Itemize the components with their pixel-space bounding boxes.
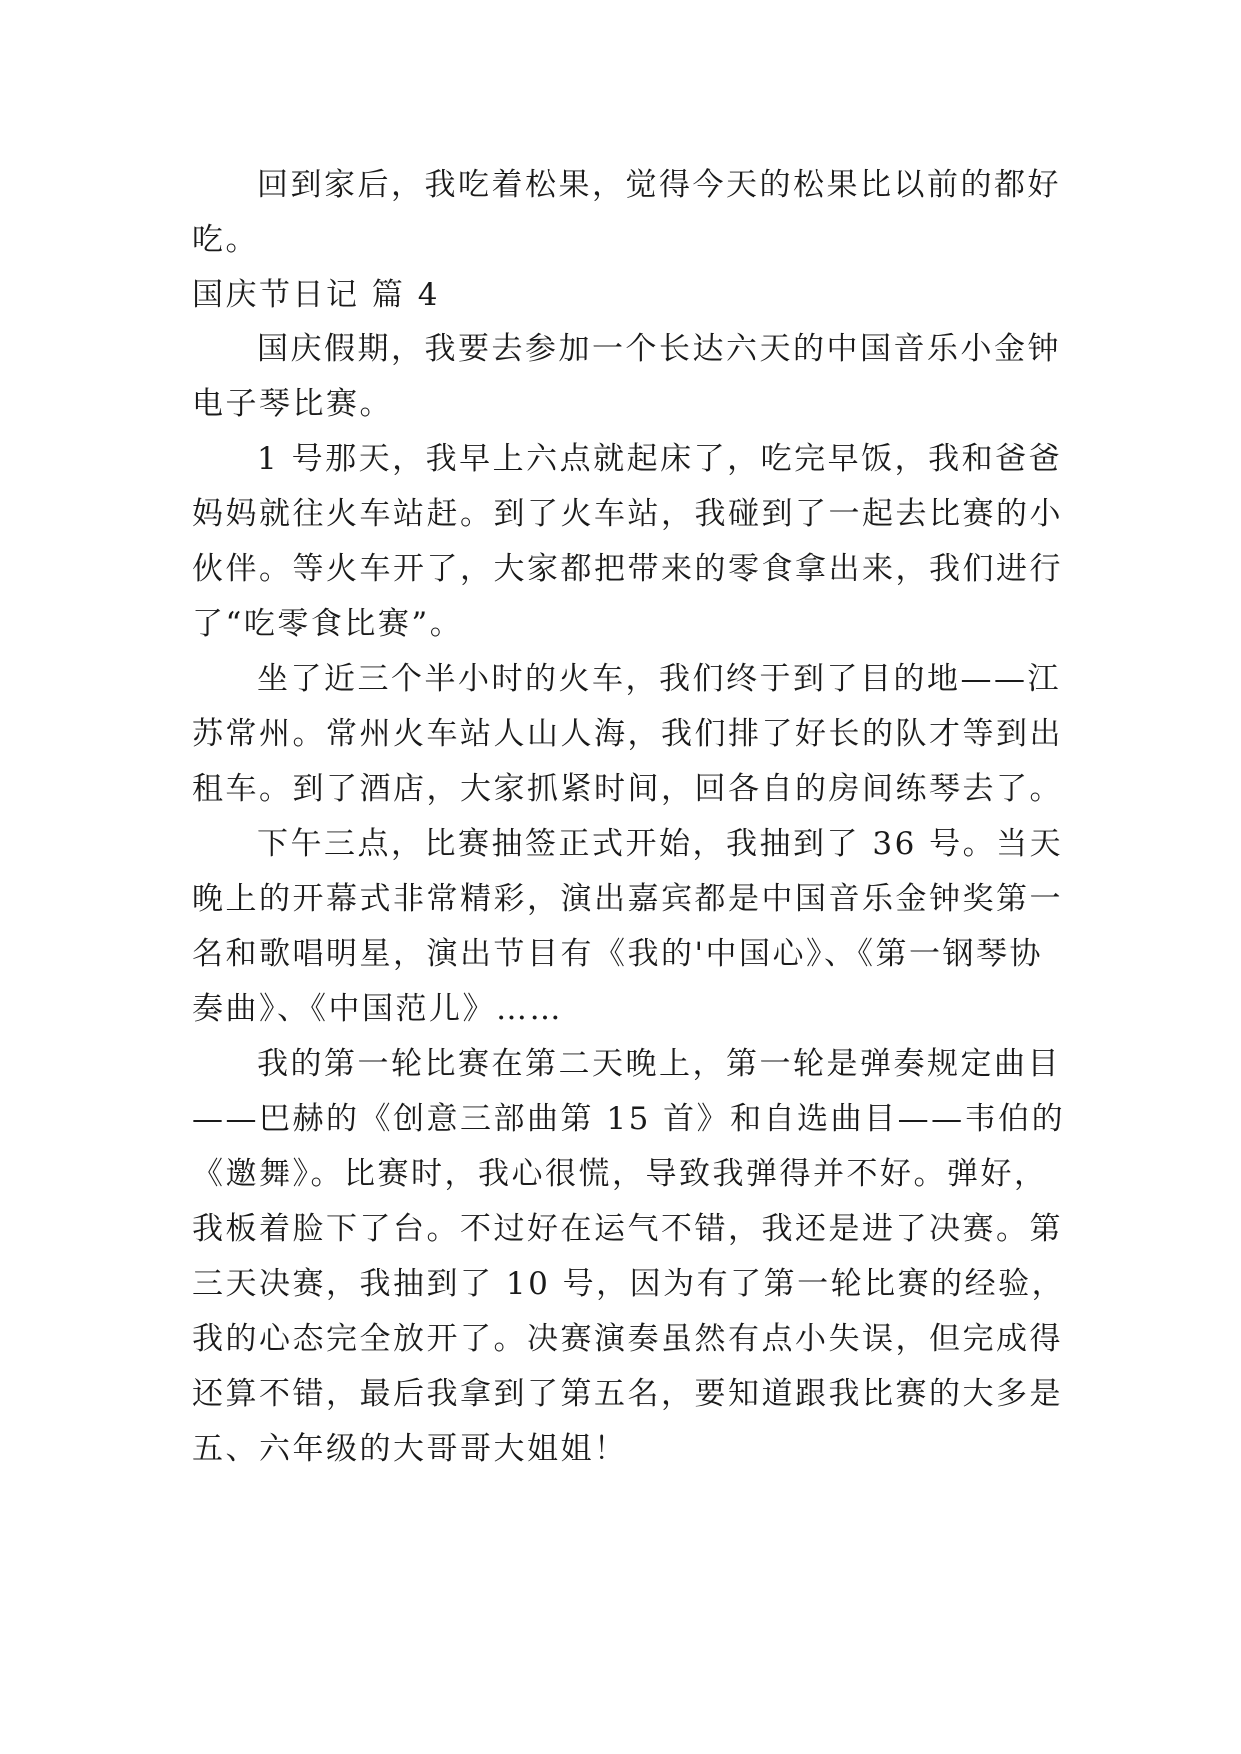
paragraph-line: ——巴赫的《创意三部曲第 15 首》和自选曲目——韦伯的 — [192, 1101, 1066, 1137]
paragraph-line: 1 号那天，我早上六点就起床了，吃完早饭，我和爸爸 — [257, 441, 1063, 477]
paragraph-line: 吃。 — [192, 222, 259, 258]
paragraph-line: 回到家后，我吃着松果，觉得今天的松果比以前的都好 — [257, 167, 1061, 203]
paragraph-line: 我的心态完全放开了。决赛演奏虽然有点小失误，但完成得 — [192, 1321, 1063, 1357]
paragraph-line: 五、六年级的大哥哥大姐姐！ — [192, 1431, 628, 1467]
paragraph-line: 三天决赛，我抽到了 10 号，因为有了第一轮比赛的经验， — [192, 1266, 1066, 1302]
paragraph-line: 了“吃零食比赛”。 — [192, 606, 464, 642]
paragraph-line: 坐了近三个半小时的火车，我们终于到了目的地——江 — [257, 661, 1061, 697]
paragraph-line: 还算不错，最后我拿到了第五名，要知道跟我比赛的大多是 — [192, 1376, 1063, 1412]
paragraph-line: 电子琴比赛。 — [192, 386, 393, 422]
paragraph-line: 奏曲》、《中国范儿》…… — [192, 991, 563, 1027]
paragraph-line: 我板着脸下了台。不过好在运气不错，我还是进了决赛。第 — [192, 1211, 1063, 1247]
paragraph-line: 伙伴。等火车开了，大家都把带来的零食拿出来，我们进行 — [192, 551, 1063, 587]
section-heading: 国庆节日记 篇 4 — [192, 277, 440, 313]
paragraph-line: 租车。到了酒店，大家抓紧时间，回各自的房间练琴去了。 — [192, 771, 1063, 807]
paragraph-line: 《邀舞》。比赛时，我心很慌，导致我弹得并不好。弹好， — [192, 1156, 1048, 1192]
paragraph-line: 下午三点，比赛抽签正式开始，我抽到了 36 号。当天 — [257, 826, 1064, 862]
paragraph-line: 名和歌唱明星，演出节目有《我的'中国心》、《第一钢琴协 — [192, 936, 1044, 972]
paragraph-line: 苏常州。常州火车站人山人海，我们排了好长的队才等到出 — [192, 716, 1063, 752]
paragraph-line: 我的第一轮比赛在第二天晚上，第一轮是弹奏规定曲目 — [257, 1046, 1061, 1082]
paragraph-line: 妈妈就往火车站赶。到了火车站，我碰到了一起去比赛的小 — [192, 496, 1063, 532]
paragraph-line: 国庆假期，我要去参加一个长达六天的中国音乐小金钟 — [257, 331, 1061, 367]
paragraph-line: 晚上的开幕式非常精彩，演出嘉宾都是中国音乐金钟奖第一 — [192, 881, 1063, 917]
